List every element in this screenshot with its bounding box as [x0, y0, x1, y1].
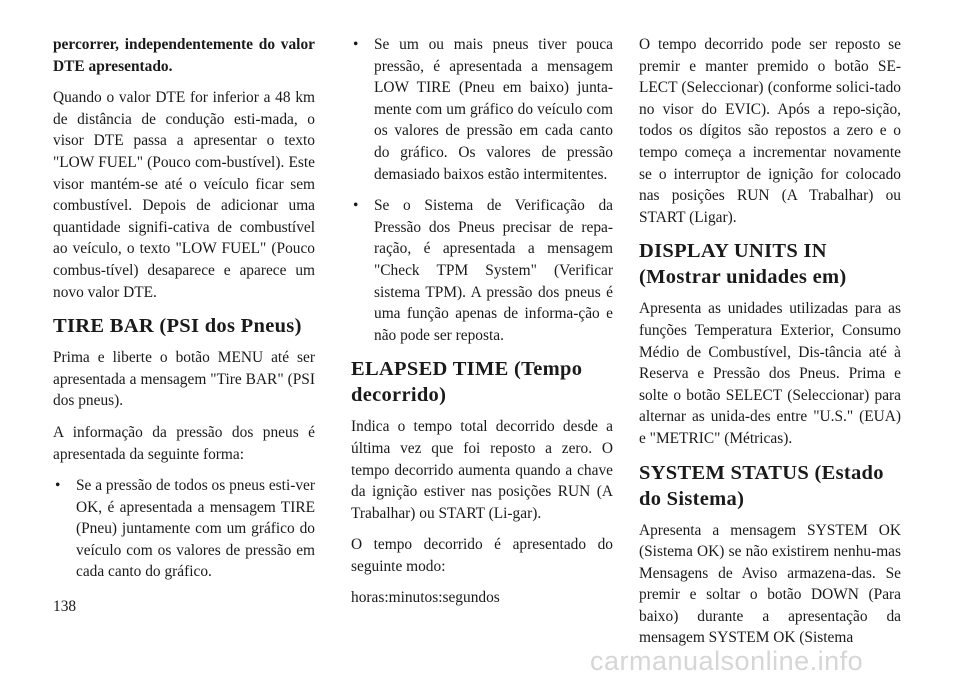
bullet-list-tire-continued — [351, 34, 613, 346]
paragraph-dte-continued: percorrer, independentemente do valor DTE apresentado. — [53, 36, 315, 75]
paragraph-system-status: Apresenta a mensagem SYSTEM OK (Sistema OK) se não existirem nenhu-mas Mensagens de Aviso armazena-das. Se premir e soltar o botão DOWN (Para baixo) durante a apresentação da mensagem SYSTEM OK (Sistema — [639, 521, 901, 647]
heading-display-units: DISPLAY UNITS IN (Mostrar unidades em) — [639, 240, 847, 289]
paragraph-elapsed-reset: O tempo decorrido pode ser reposto se premir e manter premido o botão SE-LECT (Seleccionar) (conforme solici-tado no visor do EVIC). Após a repo-sição, todos os dígitos são repostos a zero e o tempo começa a incrementar novamente se o interruptor de ignição for colocado nas posições RUN (A Trabalhar) ou START (Ligar). — [639, 36, 901, 226]
paragraph-tire-info: A informação da pressão dos pneus é apresentada da seguinte forma: — [53, 423, 315, 463]
paragraph-display-units: Apresenta as unidades utilizadas para as funções Temperatura Exterior, Consumo Médio de Combustível, Dis-tância até à Reserva e Pressão dos Pneus. Prima e solte o botão SELECT (Seleccionar) para alternar as unida-des entre "U.S." (EUA) e "METRIC" (Métricas). — [639, 300, 901, 447]
list-item — [351, 34, 613, 185]
bullet-icon: • — [353, 197, 359, 215]
list-item — [351, 195, 613, 346]
watermark: carmanualsonline.info — [590, 646, 864, 676]
paragraph-elapsed-desc: Indica o tempo total decorrido desde a última vez que foi reposto a zero. O tempo decorrido aumenta quando a chave da ignição estiver nas posições RUN (A Trabalhar) ou START (Li-gar). — [351, 418, 613, 522]
heading-tire-bar: TIRE BAR (PSI dos Pneus) — [53, 315, 302, 338]
bullet-list-tire — [53, 475, 315, 583]
column-1 — [53, 34, 315, 593]
paragraph-low-fuel: Quando o valor DTE for inferior a 48 km de distância de condução esti-mada, o visor DTE passa a apresentar o texto "LOW FUEL" (Pouco com-bustível). Este visor mantém-se até o veículo ficar sem combustível. Depois de adicionar uma quantidade signifi-cativa de combustível ao veículo, o texto "LOW FUEL" (Pouco combus-tível) desaparece e aparece um novo valor DTE. — [53, 89, 315, 301]
column-3 — [639, 34, 901, 659]
heading-elapsed-time: ELAPSED TIME (Tempo decorrido) — [351, 358, 583, 407]
column-2 — [351, 34, 613, 619]
list-item-text: Se o Sistema de Verificação da Pressão dos Pneus precisar de repa-ração, é apresentada a mensagem "Check TPM System" (Verificar sistema TPM). A pressão dos pneus é uma função apenas de informa-ção e não pode ser reposta. — [374, 197, 613, 344]
paragraph-tire-menu: Prima e liberte o botão MENU até ser apresentada a mensagem "Tire BAR" (PSI dos pneus). — [53, 349, 315, 410]
list-item-text: Se um ou mais pneus tiver pouca pressão, é apresentada a mensagem LOW TIRE (Pneu em baixo) junta-mente com um gráfico do veículo com os valores de pressão em cada canto do gráfico. Os valores de pressão demasiado baixos estão intermitentes. — [374, 36, 613, 183]
heading-system-status: SYSTEM STATUS (Estado do Sistema) — [639, 461, 884, 510]
page-number: 138 — [53, 598, 77, 615]
paragraph-elapsed-format: O tempo decorrido é apresentado do seguinte modo: — [351, 536, 613, 575]
list-item — [53, 475, 315, 583]
bullet-icon: • — [353, 36, 359, 53]
bullet-icon: • — [55, 477, 61, 495]
list-item-text: Se a pressão de todos os pneus esti-ver OK, é apresentada a mensagem TIRE (Pneu) juntamente com um gráfico do veículo com os valores de pressão em cada canto do gráfico. — [76, 477, 315, 581]
paragraph-elapsed-units: horas:minutos:segundos — [351, 589, 500, 607]
